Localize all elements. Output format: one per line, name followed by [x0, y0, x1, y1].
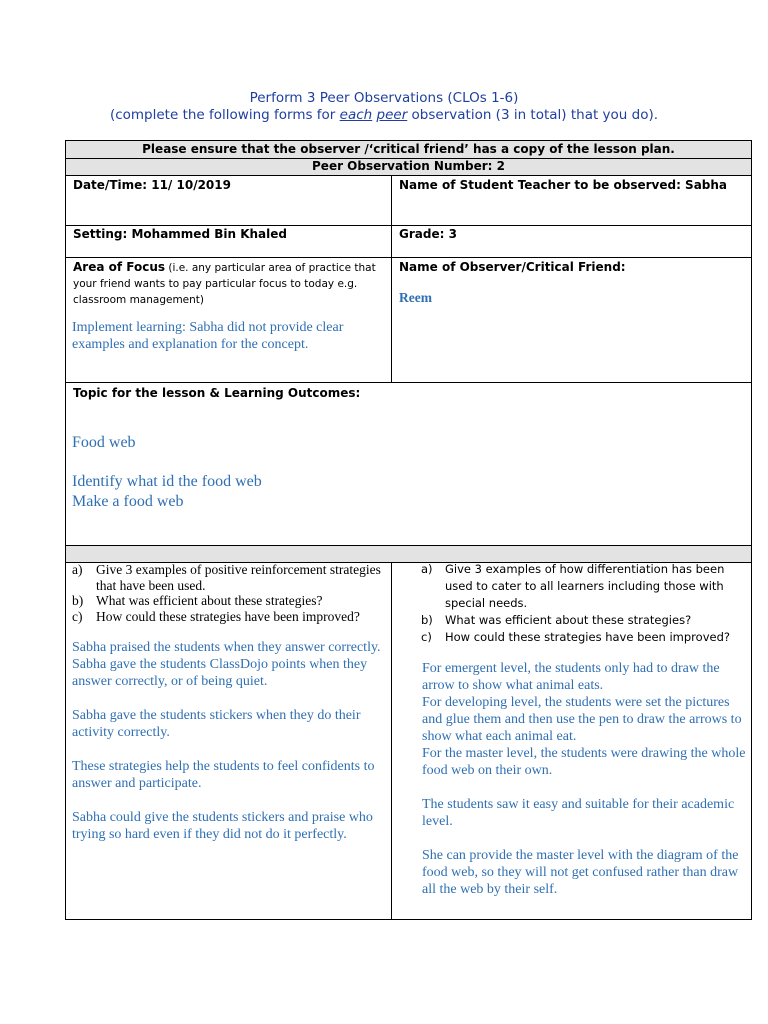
answer-paragraph: The students saw it easy and suitable for their academic level. — [422, 797, 735, 829]
left-answers — [72, 639, 384, 843]
question-text: What was efficient about these strategies? — [445, 613, 692, 627]
spacer-row — [65, 545, 752, 562]
divider — [65, 919, 752, 920]
list-item — [421, 612, 743, 629]
page-subtitle — [0, 107, 768, 123]
question-text: What was efficient about these strategies? — [96, 593, 323, 608]
subtitle-end: observation (3 in total) that you do). — [407, 107, 659, 123]
learning-outcome: Identify what id the food web — [72, 473, 262, 490]
answer-paragraph: These strategies help the students to feel confidents to answer and participate. — [72, 759, 375, 791]
subtitle-part: (complete the following forms for — [109, 107, 340, 123]
learning-outcome: Make a food web — [72, 493, 184, 510]
list-marker: c) — [72, 608, 83, 624]
list-item — [72, 562, 387, 593]
answer-paragraph: Sabha gave the students ClassDojo points when they answer correctly, or of being quiet. — [72, 657, 368, 689]
answer-paragraph: Sabha gave the students stickers when they do their activity correctly. — [72, 708, 361, 740]
question-text: How could these strategies have been improved? — [445, 630, 730, 644]
divider — [391, 175, 392, 383]
setting: Setting: Mohammed Bin Khaled — [73, 227, 287, 241]
divider — [65, 545, 752, 546]
answer-paragraph: For emergent level, the students only had to draw the arrow to show what animal eats. — [422, 661, 720, 693]
list-marker: a) — [421, 562, 433, 576]
answer-paragraph: Sabha praised the students when they answer correctly. — [72, 640, 381, 655]
right-question-list — [421, 561, 743, 646]
divider — [65, 382, 752, 383]
divider — [65, 158, 752, 159]
question-text: How could these strategies have been improved? — [96, 608, 360, 624]
divider — [65, 140, 66, 920]
list-item — [421, 629, 743, 646]
list-marker: b) — [72, 593, 84, 608]
area-of-focus-hint: (i.e. any particular area of practice that your friend wants to pay particular focus to today e.g. classroom management) — [73, 262, 376, 306]
divider — [391, 562, 392, 920]
divider — [751, 140, 752, 920]
answer-paragraph: She can provide the master level with the diagram of the food web, so they will not get confused rather than draw all the web by their self. — [422, 848, 739, 897]
observer-label: Name of Observer/Critical Friend: — [399, 260, 626, 274]
observation-number-row: Peer Observation Number: 2 — [65, 158, 752, 175]
list-item — [421, 561, 743, 612]
list-item — [72, 609, 387, 625]
subtitle-peer: peer — [376, 107, 408, 123]
date-time: Date/Time: 11/ 10/2019 — [73, 178, 231, 192]
question-text: Give 3 examples of positive reinforcement strategies that have been used. — [96, 562, 381, 593]
left-question-list — [72, 562, 387, 624]
right-answers — [422, 660, 748, 898]
list-marker: a) — [72, 562, 83, 577]
area-of-focus — [67, 258, 389, 310]
answer-paragraph: Sabha could give the students stickers and praise who trying so hard even if they did not do it perfectly. — [72, 810, 373, 842]
list-item — [72, 593, 387, 609]
question-text: Give 3 examples of how differentiation has been used to cater to all learners including those with special needs. — [445, 562, 725, 610]
observer-name: Reem — [399, 290, 432, 305]
area-of-focus-answer: Implement learning: Sabha did not provide clear examples and explanation for the concept. — [72, 320, 344, 352]
area-of-focus-label: Area of Focus — [73, 260, 166, 274]
topic: Food web — [72, 434, 136, 451]
page-title: Perform 3 Peer Observations (CLOs 1-6) — [249, 90, 519, 106]
student-teacher-name: Name of Student Teacher to be observed: Sabha — [399, 178, 728, 192]
answer-paragraph: For the master level, the students were drawing the whole food web on their own. — [422, 746, 746, 778]
subtitle-each: each — [339, 107, 373, 123]
list-marker: b) — [421, 613, 433, 627]
notice-row: Please ensure that the observer /‘critical friend’ has a copy of the lesson plan. — [65, 141, 752, 158]
answer-paragraph: For developing level, the students were set the pictures and glue them and then use the pen to draw the arrows to show what each animal eat. — [422, 695, 742, 744]
grade: Grade: 3 — [399, 227, 457, 241]
list-marker: c) — [421, 630, 432, 644]
divider — [65, 140, 752, 141]
topic-label: Topic for the lesson & Learning Outcomes: — [73, 386, 361, 400]
